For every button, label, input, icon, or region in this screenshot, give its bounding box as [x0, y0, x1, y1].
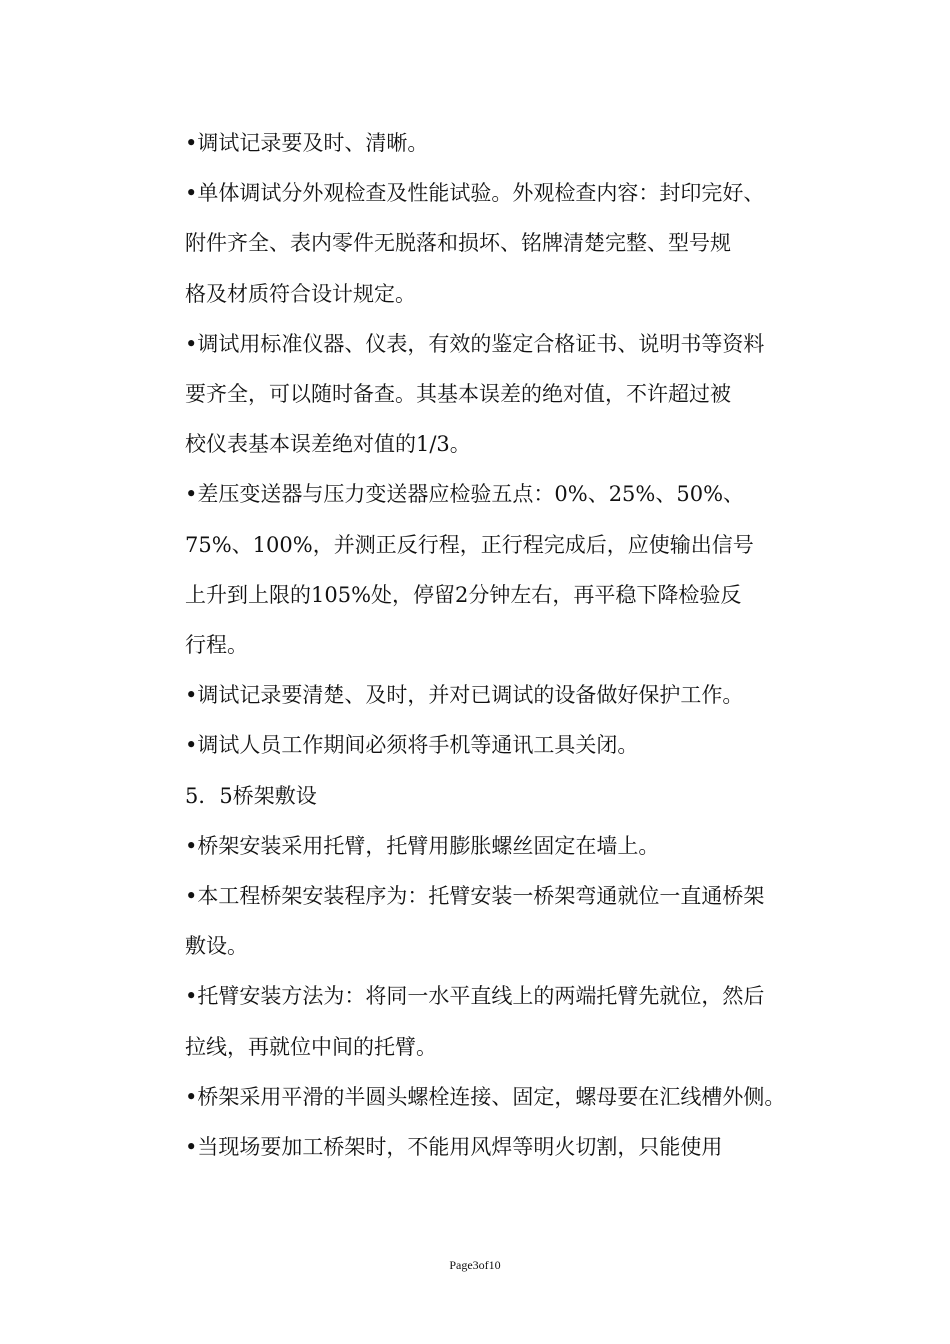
text-line: 上升到上限的105%处，停留2分钟左右，再平稳下降检验反	[185, 582, 742, 607]
text-line: 格及材质符合设计规定。	[185, 281, 416, 306]
document-body	[185, 118, 825, 1172]
text-line: 校仪表基本误差绝对值的1/3。	[185, 432, 471, 457]
section-paragraph-4	[185, 1072, 825, 1122]
text-line: 敷设。	[185, 934, 248, 959]
text-line: •调试用标准仪器、仪表，有效的鉴定合格证书、说明书等资料	[185, 331, 765, 356]
text-line: •本工程桥架安装程序为：托臂安装一桥架弯通就位一直通桥架	[185, 884, 765, 909]
text-line: •调试记录要清楚、及时，并对已调试的设备做好保护工作。	[185, 683, 744, 708]
paragraph-2	[185, 168, 825, 319]
text-line: •差压变送器与压力变送器应检验五点：0%、25%、50%、	[185, 482, 745, 507]
text-line: 行程。	[185, 633, 248, 658]
text-line: •桥架安装采用托臂，托臂用膨胀螺丝固定在墙上。	[185, 833, 660, 858]
text-line: 附件齐全、表内零件无脱落和损坏、铭牌清楚完整、型号规	[185, 231, 731, 256]
text-line: 拉线，再就位中间的托臂。	[185, 1034, 437, 1059]
paragraph-1	[185, 118, 825, 168]
section-paragraph-5	[185, 1122, 825, 1172]
text-line: •调试人员工作期间必须将手机等通讯工具关闭。	[185, 733, 639, 758]
section-paragraph-2	[185, 871, 825, 971]
paragraph-3	[185, 319, 825, 470]
page-footer: Page3of10	[449, 1258, 501, 1272]
text-line: 75%、100%，并测正反行程，正行程完成后，应使输出信号	[185, 532, 754, 557]
text-line: •当现场要加工桥架时，不能用风焊等明火切割，只能使用	[185, 1135, 723, 1160]
paragraph-4	[185, 469, 825, 670]
text-line: •单体调试分外观检查及性能试验。外观检查内容：封印完好、	[185, 181, 765, 206]
section-paragraph-3	[185, 971, 825, 1071]
section-paragraph-1	[185, 821, 825, 871]
section-heading: 5．5桥架敷设	[185, 783, 317, 808]
text-line: •桥架采用平滑的半圆头螺栓连接、固定，螺母要在汇线槽外侧。	[185, 1084, 786, 1109]
text-line: 要齐全，可以随时备查。其基本误差的绝对值，不许超过被	[185, 382, 731, 407]
text-line: •托臂安装方法为：将同一水平直线上的两端托臂先就位，然后	[185, 984, 765, 1009]
paragraph-6	[185, 720, 825, 770]
text-line: •调试记录要及时、清晰。	[185, 131, 429, 155]
paragraph-5	[185, 670, 825, 720]
